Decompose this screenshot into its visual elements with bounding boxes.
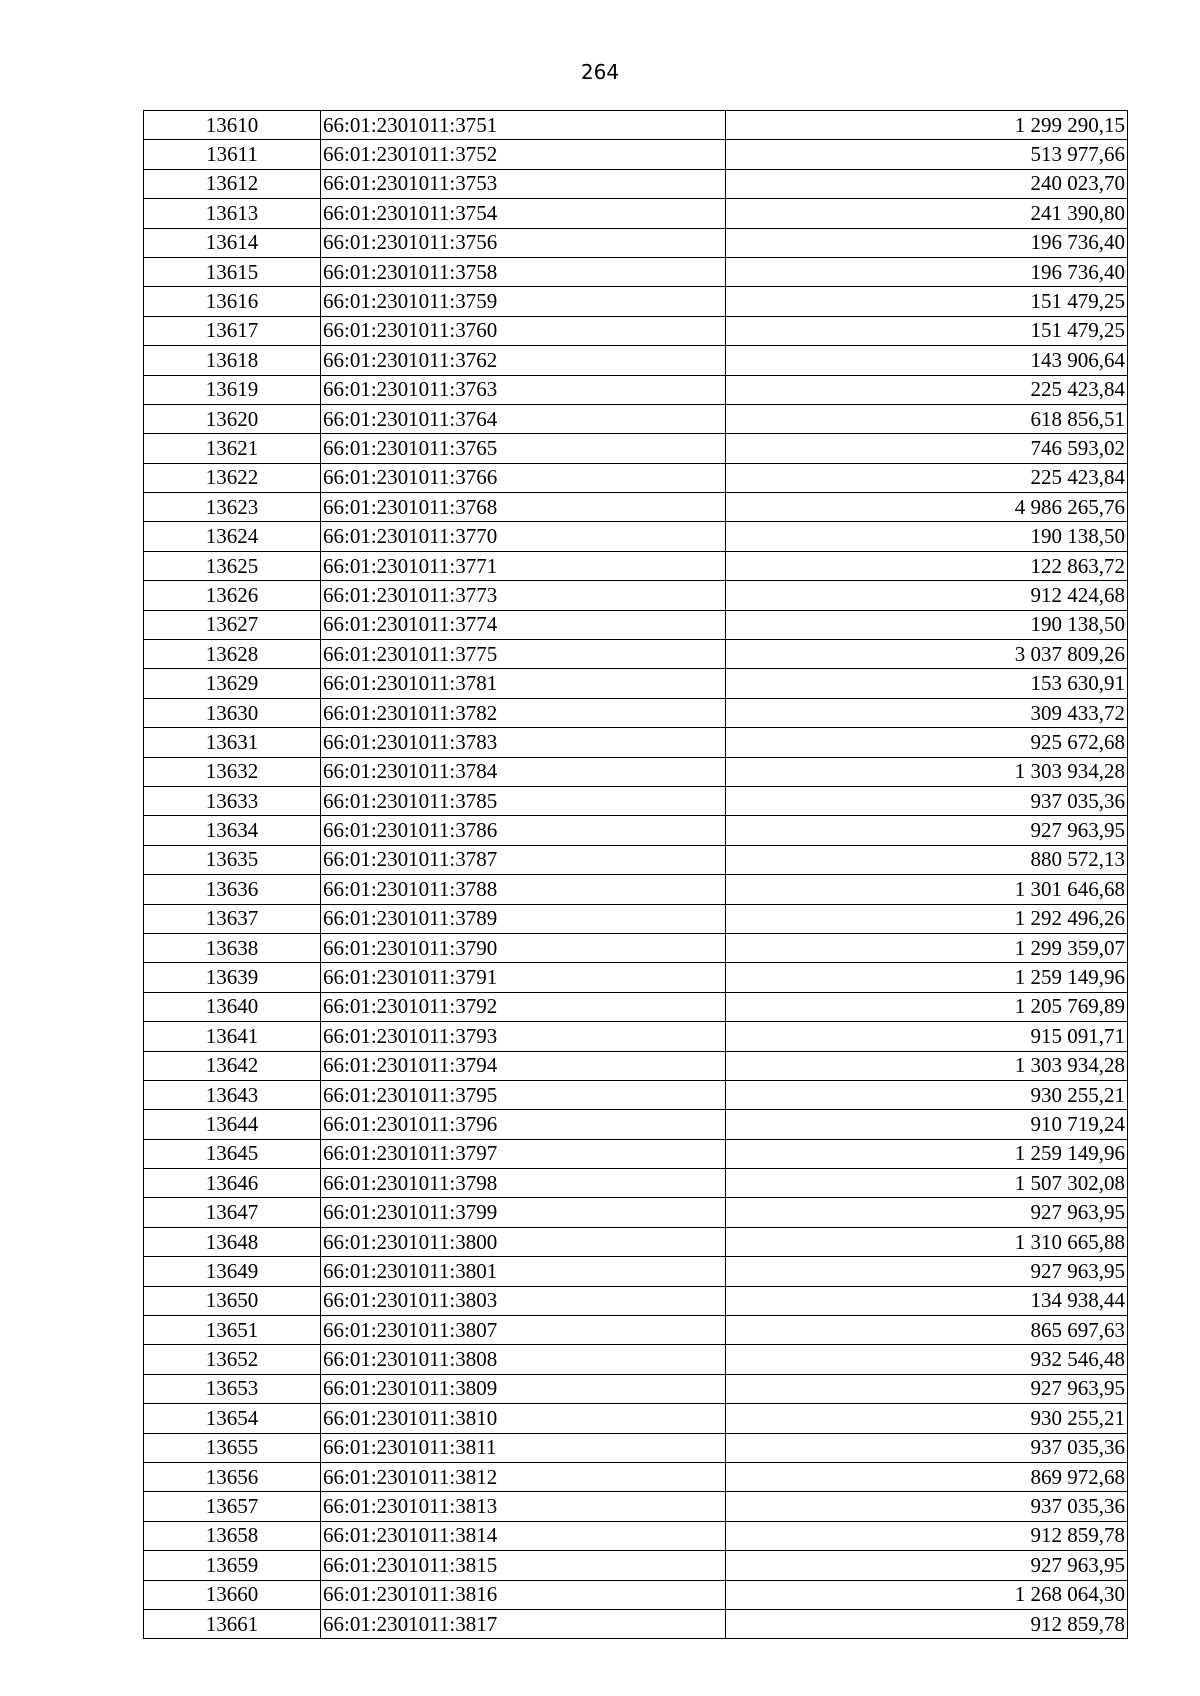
cadastral-number-cell: 66:01:2301011:3753 (321, 169, 726, 198)
row-number-cell: 13657 (144, 1492, 321, 1521)
value-cell: 1 299 359,07 (726, 933, 1128, 962)
row-number-cell: 13660 (144, 1580, 321, 1609)
row-number-cell: 13648 (144, 1227, 321, 1256)
table-row (144, 992, 1128, 1021)
cadastral-number-cell: 66:01:2301011:3813 (321, 1492, 726, 1521)
table-row (144, 1198, 1128, 1227)
cadastral-number-cell: 66:01:2301011:3800 (321, 1227, 726, 1256)
value-cell: 143 906,64 (726, 346, 1128, 375)
table-row (144, 1110, 1128, 1139)
cadastral-number-cell: 66:01:2301011:3817 (321, 1609, 726, 1638)
value-cell: 927 963,95 (726, 1551, 1128, 1580)
cadastral-number-cell: 66:01:2301011:3774 (321, 610, 726, 639)
page-number: 264 (580, 60, 620, 84)
row-number-cell: 13637 (144, 904, 321, 933)
table-row (144, 1462, 1128, 1491)
cadastral-number-cell: 66:01:2301011:3791 (321, 963, 726, 992)
row-number-cell: 13628 (144, 640, 321, 669)
value-cell: 618 856,51 (726, 404, 1128, 433)
value-cell: 1 292 496,26 (726, 904, 1128, 933)
cadastral-number-cell: 66:01:2301011:3768 (321, 493, 726, 522)
cadastral-number-cell: 66:01:2301011:3810 (321, 1404, 726, 1433)
value-cell: 122 863,72 (726, 551, 1128, 580)
row-number-cell: 13647 (144, 1198, 321, 1227)
row-number-cell: 13621 (144, 434, 321, 463)
table-row (144, 434, 1128, 463)
value-cell: 225 423,84 (726, 375, 1128, 404)
value-cell: 937 035,36 (726, 1433, 1128, 1462)
value-cell: 1 205 769,89 (726, 992, 1128, 1021)
table-row (144, 169, 1128, 198)
value-cell: 937 035,36 (726, 1492, 1128, 1521)
row-number-cell: 13625 (144, 551, 321, 580)
value-cell: 915 091,71 (726, 1022, 1128, 1051)
cadastral-number-cell: 66:01:2301011:3764 (321, 404, 726, 433)
table-row (144, 845, 1128, 874)
table-row (144, 1080, 1128, 1109)
value-cell: 153 630,91 (726, 669, 1128, 698)
value-cell: 930 255,21 (726, 1404, 1128, 1433)
row-number-cell: 13620 (144, 404, 321, 433)
cadastral-number-cell: 66:01:2301011:3751 (321, 111, 726, 140)
table-row (144, 816, 1128, 845)
table-row (144, 111, 1128, 140)
table-row (144, 610, 1128, 639)
table-row (144, 1022, 1128, 1051)
cadastral-number-cell: 66:01:2301011:3792 (321, 992, 726, 1021)
table-row (144, 757, 1128, 786)
value-cell: 1 301 646,68 (726, 875, 1128, 904)
value-cell: 1 310 665,88 (726, 1227, 1128, 1256)
cadastral-number-cell: 66:01:2301011:3766 (321, 463, 726, 492)
table-row (144, 1433, 1128, 1462)
value-cell: 151 479,25 (726, 316, 1128, 345)
row-number-cell: 13618 (144, 346, 321, 375)
cadastral-number-cell: 66:01:2301011:3773 (321, 581, 726, 610)
row-number-cell: 13641 (144, 1022, 321, 1051)
cadastral-number-cell: 66:01:2301011:3803 (321, 1286, 726, 1315)
value-cell: 746 593,02 (726, 434, 1128, 463)
row-number-cell: 13627 (144, 610, 321, 639)
value-cell: 190 138,50 (726, 610, 1128, 639)
table-row (144, 316, 1128, 345)
cadastral-number-cell: 66:01:2301011:3756 (321, 228, 726, 257)
row-number-cell: 13643 (144, 1080, 321, 1109)
table-row (144, 140, 1128, 169)
row-number-cell: 13644 (144, 1110, 321, 1139)
table-row (144, 669, 1128, 698)
value-cell: 240 023,70 (726, 169, 1128, 198)
value-cell: 925 672,68 (726, 728, 1128, 757)
table-row (144, 1551, 1128, 1580)
value-cell: 134 938,44 (726, 1286, 1128, 1315)
cadastral-number-cell: 66:01:2301011:3799 (321, 1198, 726, 1227)
value-cell: 927 963,95 (726, 1198, 1128, 1227)
row-number-cell: 13650 (144, 1286, 321, 1315)
cadastral-number-cell: 66:01:2301011:3798 (321, 1169, 726, 1198)
row-number-cell: 13651 (144, 1316, 321, 1345)
table-row (144, 875, 1128, 904)
table-row (144, 1580, 1128, 1609)
row-number-cell: 13622 (144, 463, 321, 492)
row-number-cell: 13639 (144, 963, 321, 992)
value-cell: 932 546,48 (726, 1345, 1128, 1374)
cadastral-number-cell: 66:01:2301011:3815 (321, 1551, 726, 1580)
cadastral-number-cell: 66:01:2301011:3788 (321, 875, 726, 904)
cadastral-number-cell: 66:01:2301011:3814 (321, 1521, 726, 1550)
value-cell: 927 963,95 (726, 1374, 1128, 1403)
row-number-cell: 13633 (144, 786, 321, 815)
table-row (144, 257, 1128, 286)
value-cell: 910 719,24 (726, 1110, 1128, 1139)
value-cell: 1 259 149,96 (726, 963, 1128, 992)
value-cell: 190 138,50 (726, 522, 1128, 551)
row-number-cell: 13636 (144, 875, 321, 904)
row-number-cell: 13654 (144, 1404, 321, 1433)
table-row (144, 1492, 1128, 1521)
value-cell: 927 963,95 (726, 816, 1128, 845)
row-number-cell: 13611 (144, 140, 321, 169)
row-number-cell: 13614 (144, 228, 321, 257)
table-row (144, 581, 1128, 610)
cadastral-number-cell: 66:01:2301011:3801 (321, 1257, 726, 1286)
cadastral-number-cell: 66:01:2301011:3758 (321, 257, 726, 286)
row-number-cell: 13630 (144, 698, 321, 727)
cadastral-number-cell: 66:01:2301011:3770 (321, 522, 726, 551)
row-number-cell: 13656 (144, 1462, 321, 1491)
registry-table (143, 110, 1128, 1639)
table-row (144, 199, 1128, 228)
value-cell: 196 736,40 (726, 228, 1128, 257)
cadastral-number-cell: 66:01:2301011:3794 (321, 1051, 726, 1080)
value-cell: 1 259 149,96 (726, 1139, 1128, 1168)
table-row (144, 1169, 1128, 1198)
row-number-cell: 13623 (144, 493, 321, 522)
row-number-cell: 13617 (144, 316, 321, 345)
row-number-cell: 13640 (144, 992, 321, 1021)
table-row (144, 493, 1128, 522)
row-number-cell: 13653 (144, 1374, 321, 1403)
value-cell: 309 433,72 (726, 698, 1128, 727)
row-number-cell: 13613 (144, 199, 321, 228)
row-number-cell: 13659 (144, 1551, 321, 1580)
cadastral-number-cell: 66:01:2301011:3762 (321, 346, 726, 375)
cadastral-number-cell: 66:01:2301011:3783 (321, 728, 726, 757)
table-row (144, 1227, 1128, 1256)
table-row (144, 551, 1128, 580)
row-number-cell: 13615 (144, 257, 321, 286)
row-number-cell: 13646 (144, 1169, 321, 1198)
value-cell: 912 424,68 (726, 581, 1128, 610)
row-number-cell: 13626 (144, 581, 321, 610)
value-cell: 151 479,25 (726, 287, 1128, 316)
table-row (144, 786, 1128, 815)
row-number-cell: 13634 (144, 816, 321, 845)
value-cell: 1 507 302,08 (726, 1169, 1128, 1198)
cadastral-number-cell: 66:01:2301011:3782 (321, 698, 726, 727)
value-cell: 865 697,63 (726, 1316, 1128, 1345)
row-number-cell: 13619 (144, 375, 321, 404)
cadastral-number-cell: 66:01:2301011:3763 (321, 375, 726, 404)
table-row (144, 1257, 1128, 1286)
table-row (144, 1345, 1128, 1374)
value-cell: 1 268 064,30 (726, 1580, 1128, 1609)
value-cell: 3 037 809,26 (726, 640, 1128, 669)
cadastral-number-cell: 66:01:2301011:3781 (321, 669, 726, 698)
value-cell: 927 963,95 (726, 1257, 1128, 1286)
cadastral-number-cell: 66:01:2301011:3771 (321, 551, 726, 580)
table-row (144, 287, 1128, 316)
cadastral-number-cell: 66:01:2301011:3808 (321, 1345, 726, 1374)
table-row (144, 1609, 1128, 1638)
value-cell: 1 303 934,28 (726, 757, 1128, 786)
cadastral-number-cell: 66:01:2301011:3786 (321, 816, 726, 845)
row-number-cell: 13629 (144, 669, 321, 698)
value-cell: 196 736,40 (726, 257, 1128, 286)
table-row (144, 463, 1128, 492)
table-row (144, 228, 1128, 257)
row-number-cell: 13642 (144, 1051, 321, 1080)
row-number-cell: 13655 (144, 1433, 321, 1462)
table-row (144, 1374, 1128, 1403)
cadastral-number-cell: 66:01:2301011:3765 (321, 434, 726, 463)
cadastral-number-cell: 66:01:2301011:3784 (321, 757, 726, 786)
cadastral-number-cell: 66:01:2301011:3760 (321, 316, 726, 345)
value-cell: 880 572,13 (726, 845, 1128, 874)
row-number-cell: 13612 (144, 169, 321, 198)
row-number-cell: 13645 (144, 1139, 321, 1168)
table-row (144, 1404, 1128, 1433)
cadastral-number-cell: 66:01:2301011:3790 (321, 933, 726, 962)
value-cell: 937 035,36 (726, 786, 1128, 815)
table-row (144, 933, 1128, 962)
table-row (144, 375, 1128, 404)
cadastral-number-cell: 66:01:2301011:3787 (321, 845, 726, 874)
row-number-cell: 13631 (144, 728, 321, 757)
cadastral-number-cell: 66:01:2301011:3809 (321, 1374, 726, 1403)
registry-table-body (144, 111, 1128, 1639)
value-cell: 930 255,21 (726, 1080, 1128, 1109)
table-row (144, 1316, 1128, 1345)
value-cell: 1 303 934,28 (726, 1051, 1128, 1080)
cadastral-number-cell: 66:01:2301011:3759 (321, 287, 726, 316)
cadastral-number-cell: 66:01:2301011:3796 (321, 1110, 726, 1139)
cadastral-number-cell: 66:01:2301011:3789 (321, 904, 726, 933)
table-row (144, 1051, 1128, 1080)
table-row (144, 1139, 1128, 1168)
cadastral-number-cell: 66:01:2301011:3811 (321, 1433, 726, 1462)
cadastral-number-cell: 66:01:2301011:3754 (321, 199, 726, 228)
value-cell: 241 390,80 (726, 199, 1128, 228)
value-cell: 912 859,78 (726, 1609, 1128, 1638)
cadastral-number-cell: 66:01:2301011:3795 (321, 1080, 726, 1109)
cadastral-number-cell: 66:01:2301011:3775 (321, 640, 726, 669)
table-row (144, 522, 1128, 551)
value-cell: 513 977,66 (726, 140, 1128, 169)
table-row (144, 904, 1128, 933)
row-number-cell: 13658 (144, 1521, 321, 1550)
row-number-cell: 13652 (144, 1345, 321, 1374)
table-row (144, 640, 1128, 669)
cadastral-number-cell: 66:01:2301011:3807 (321, 1316, 726, 1345)
value-cell: 912 859,78 (726, 1521, 1128, 1550)
table-row (144, 1521, 1128, 1550)
table-row (144, 346, 1128, 375)
row-number-cell: 13632 (144, 757, 321, 786)
row-number-cell: 13638 (144, 933, 321, 962)
value-cell: 4 986 265,76 (726, 493, 1128, 522)
row-number-cell: 13635 (144, 845, 321, 874)
cadastral-number-cell: 66:01:2301011:3785 (321, 786, 726, 815)
row-number-cell: 13616 (144, 287, 321, 316)
value-cell: 1 299 290,15 (726, 111, 1128, 140)
table-row (144, 698, 1128, 727)
table-row (144, 404, 1128, 433)
cadastral-number-cell: 66:01:2301011:3752 (321, 140, 726, 169)
row-number-cell: 13610 (144, 111, 321, 140)
table-row (144, 963, 1128, 992)
row-number-cell: 13624 (144, 522, 321, 551)
table-row (144, 728, 1128, 757)
cadastral-number-cell: 66:01:2301011:3816 (321, 1580, 726, 1609)
cadastral-number-cell: 66:01:2301011:3812 (321, 1462, 726, 1491)
row-number-cell: 13661 (144, 1609, 321, 1638)
value-cell: 869 972,68 (726, 1462, 1128, 1491)
cadastral-number-cell: 66:01:2301011:3797 (321, 1139, 726, 1168)
cadastral-number-cell: 66:01:2301011:3793 (321, 1022, 726, 1051)
value-cell: 225 423,84 (726, 463, 1128, 492)
row-number-cell: 13649 (144, 1257, 321, 1286)
table-row (144, 1286, 1128, 1315)
